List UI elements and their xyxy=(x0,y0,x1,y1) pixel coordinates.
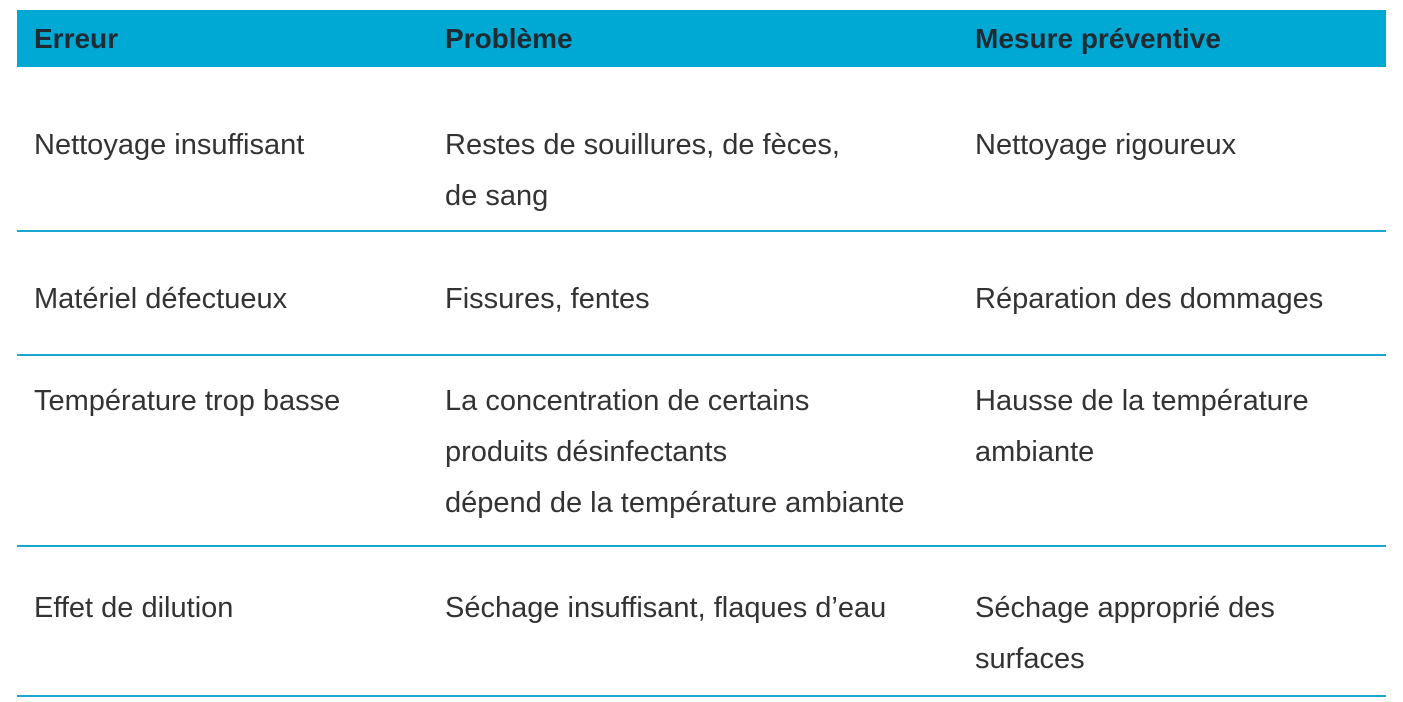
cell-probleme: Séchage insuffisant, flaques d’eau xyxy=(445,592,887,624)
cell-erreur: Matériel défectueux xyxy=(34,283,288,315)
cell-erreur: Nettoyage insuffisant xyxy=(34,129,305,161)
header-probleme: Problème xyxy=(445,23,573,54)
header-mesure: Mesure préventive xyxy=(975,23,1221,54)
cell-mesure: Nettoyage rigoureux xyxy=(975,129,1237,161)
header-erreur: Erreur xyxy=(34,23,119,54)
cell-probleme: Restes de souillures, de fèces, de sang xyxy=(445,129,840,212)
table-row xyxy=(17,67,1386,232)
prevention-table xyxy=(17,10,1386,697)
cell-erreur: Température trop basse xyxy=(34,385,341,417)
table-row xyxy=(17,547,1386,697)
cell-mesure: Hausse de la température ambiante xyxy=(975,385,1309,468)
cell-probleme: Fissures, fentes xyxy=(445,283,650,315)
cell-erreur: Effet de dilution xyxy=(34,592,234,624)
table-row xyxy=(17,232,1386,356)
cell-mesure: Séchage approprié des surfaces xyxy=(975,592,1275,675)
table-row xyxy=(17,356,1386,547)
cell-mesure: Réparation des dommages xyxy=(975,283,1324,315)
cell-probleme: La concentration de certains produits désinfectants dépend de la température ambiante xyxy=(445,385,905,519)
table-header xyxy=(17,10,1386,67)
